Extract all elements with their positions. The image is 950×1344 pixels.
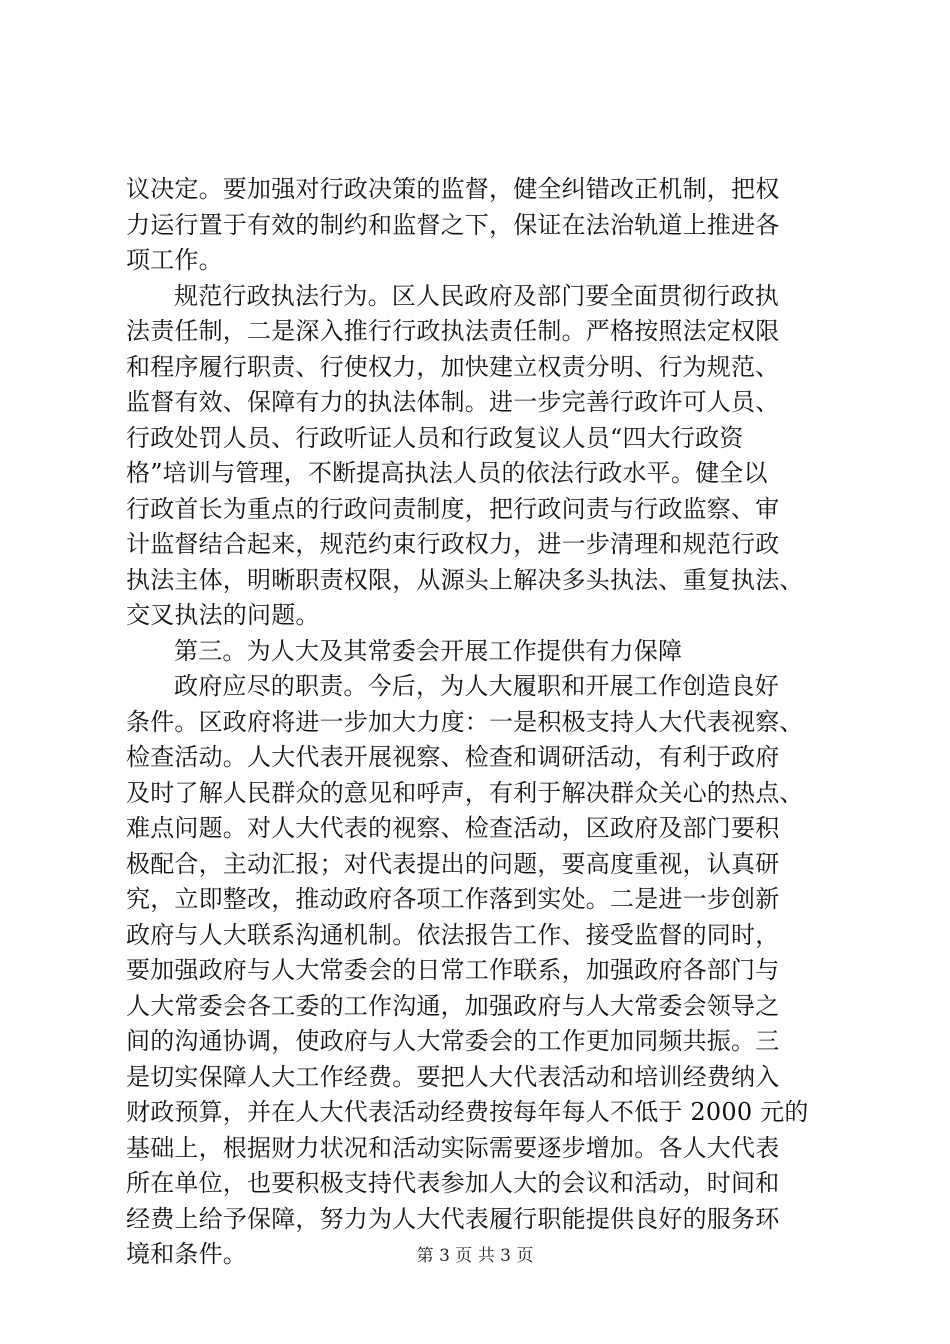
- text-line: 所在单位，也要积极支持代表参加人大的会议和活动，时间和: [126, 1169, 780, 1197]
- text-line: 法责任制，二是深入推行行政执法责任制。严格按照法定权限: [126, 317, 780, 345]
- text-line: 极配合，主动汇报；对代表提出的问题，要高度重视，认真研: [126, 849, 780, 878]
- text-line: 执法主体，明晰职责权限，从源头上解决多头执法、重复执法、: [126, 565, 804, 594]
- text-line: 究，立即整改，推动政府各项工作落到实处。二是进一步创新: [126, 885, 780, 913]
- text-line: 项工作。: [126, 246, 223, 274]
- text-line: 行政首长为重点的行政问责制度，把行政问责与行政监察、审: [126, 494, 780, 523]
- document-body: [126, 172, 826, 1273]
- text-line: 监督有效、保障有力的执法体制。进一步完善行政许可人员、: [126, 388, 780, 416]
- text-line: 财政预算，并在人大代表活动经费按每年每人不低于 2000 元的: [126, 1098, 809, 1126]
- text-line: 人大常委会各工委的工作沟通，加强政府与人大常委会领导之: [126, 991, 780, 1020]
- text-line: 条件。区政府将进一步加大力度：一是积极支持人大代表视察、: [126, 707, 804, 736]
- text-line: 基础上，根据财力状况和活动实际需要逐步增加。各人大代表: [126, 1133, 780, 1162]
- text-line: 政府应尽的职责。今后，为人大履职和开展工作创造良好: [174, 672, 779, 700]
- text-line: 规范行政执法行为。区人民政府及部门要全面贯彻行政执: [174, 281, 779, 310]
- page-footer: 第 3 页 共 3 页: [416, 1246, 534, 1266]
- text-line: 要加强政府与人大常委会的日常工作联系，加强政府各部门与: [126, 956, 780, 984]
- text-line: 力运行置于有效的制约和监督之下，保证在法治轨道上推进各: [126, 210, 780, 239]
- text-line: 计监督结合起来，规范约束行政权力，进一步清理和规范行政: [126, 530, 780, 558]
- text-line: 经费上给予保障，努力为人大代表履行职能提供良好的服务环: [126, 1204, 780, 1233]
- text-line: 间的沟通协调，使政府与人大常委会的工作更加同频共振。三: [126, 1027, 780, 1055]
- text-line: 交叉执法的问题。: [126, 601, 320, 629]
- text-line: 议决定。要加强对行政决策的监督，健全纠错改正机制，把权: [126, 175, 780, 203]
- text-line: 是切实保障人大工作经费。要把人大代表活动和培训经费纳入: [126, 1062, 780, 1091]
- text-line: 检查活动。人大代表开展视察、检查和调研活动，有利于政府: [126, 743, 780, 771]
- text-line: 政府与人大联系沟通机制。依法报告工作、接受监督的同时，: [126, 920, 780, 949]
- text-line: 及时了解人民群众的意见和呼声，有利于解决群众关心的热点、: [126, 778, 804, 807]
- text-line: 行政处罚人员、行政听证人员和行政复议人员“四大行政资: [126, 423, 744, 452]
- text-line: 境和条件。: [126, 1240, 247, 1268]
- text-line: 格”培训与管理，不断提高执法人员的依法行政水平。健全以: [126, 459, 768, 487]
- text-line: 第三。为人大及其常委会开展工作提供有力保障: [174, 636, 683, 665]
- text-line: 难点问题。对人大代表的视察、检查活动，区政府及部门要积: [126, 814, 780, 842]
- text-line: 和程序履行职责、行使权力，加快建立权责分明、行为规范、: [126, 352, 780, 381]
